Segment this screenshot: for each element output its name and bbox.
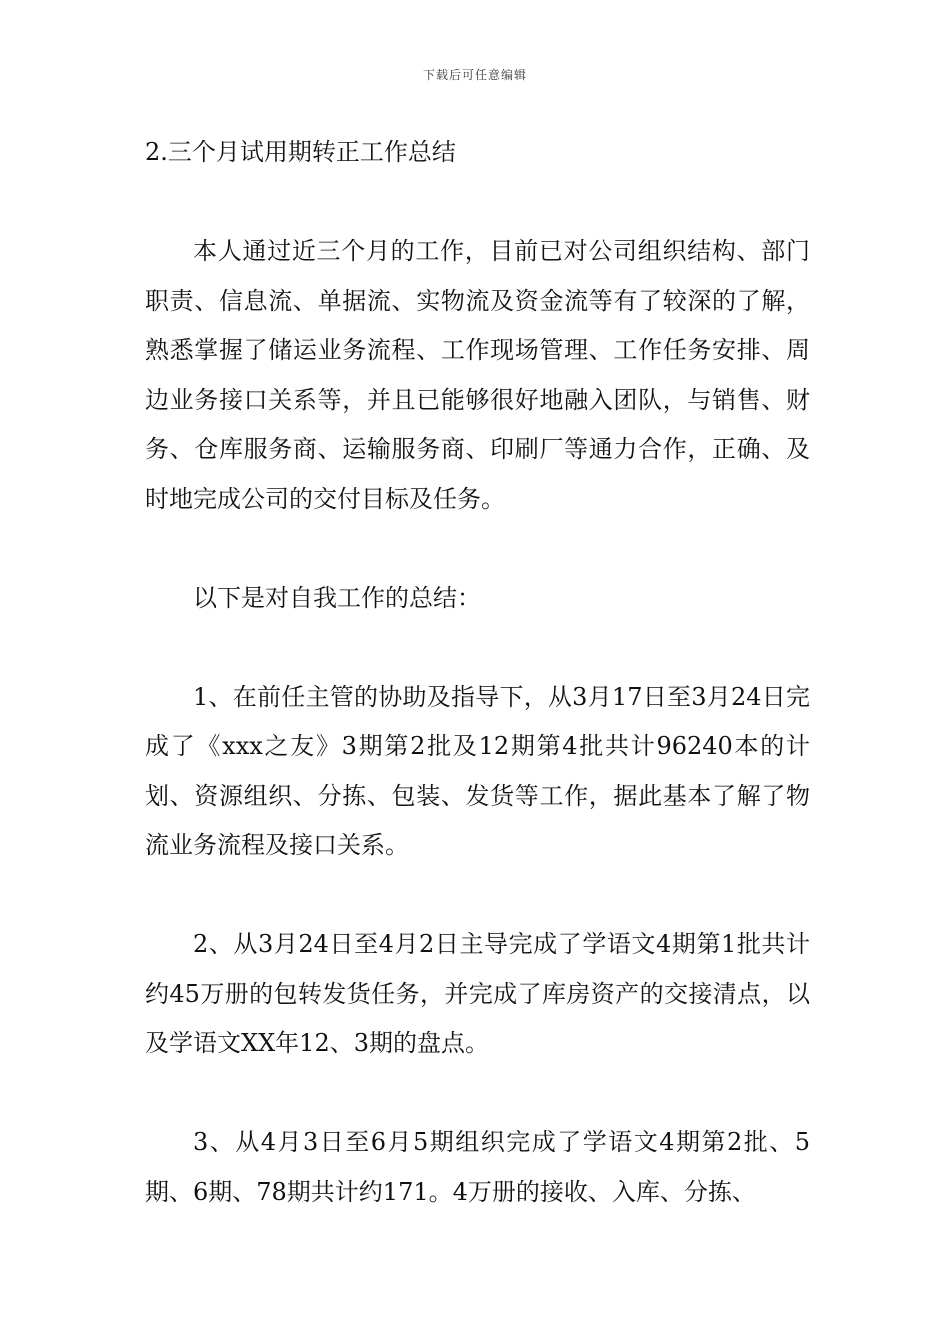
- paragraph-item-1: 1、在前任主管的协助及指导下，从3月17日至3月24日完成了《xxx之友》3期第2批及12期第4批共计96240本的计划、资源组织、分拣、包装、发货等工作，据此基本了解了物流业务流程及接口关系。: [145, 682, 810, 859]
- paragraph-item-2: 2、从3月24日至4月2日主导完成了学语文4期第1批共计约45万册的包转发货任务，并完成了库房资产的交接清点，以及学语文XX年12、3期的盘点。: [145, 930, 810, 1057]
- paragraph-item-3: 3、从4月3日至6月5期组织完成了学语文4期第2批、5期、6期、78期共计约171。4万册的接收、入库、分拣、: [145, 1128, 810, 1206]
- paragraph-intro: 本人通过近三个月的工作，目前已对公司组织结构、部门职责、信息流、单据流、实物流及资金流等有了较深的了解，熟悉掌握了储运业务流程、工作现场管理、工作任务安排、周边业务接口关系等，并且已能够很好地融入团队，与销售、财务、仓库服务商、运输服务商、印刷厂等通力合作，正确、及时地完成公司的交付目标及任务。: [145, 237, 810, 513]
- paragraph-summary-lead: 以下是对自我工作的总结：: [193, 583, 481, 612]
- header-note: 下载后可任意编辑: [422, 68, 527, 82]
- document-title: 2.三个月试用期转正工作总结: [145, 138, 456, 166]
- document-body: [145, 128, 810, 1217]
